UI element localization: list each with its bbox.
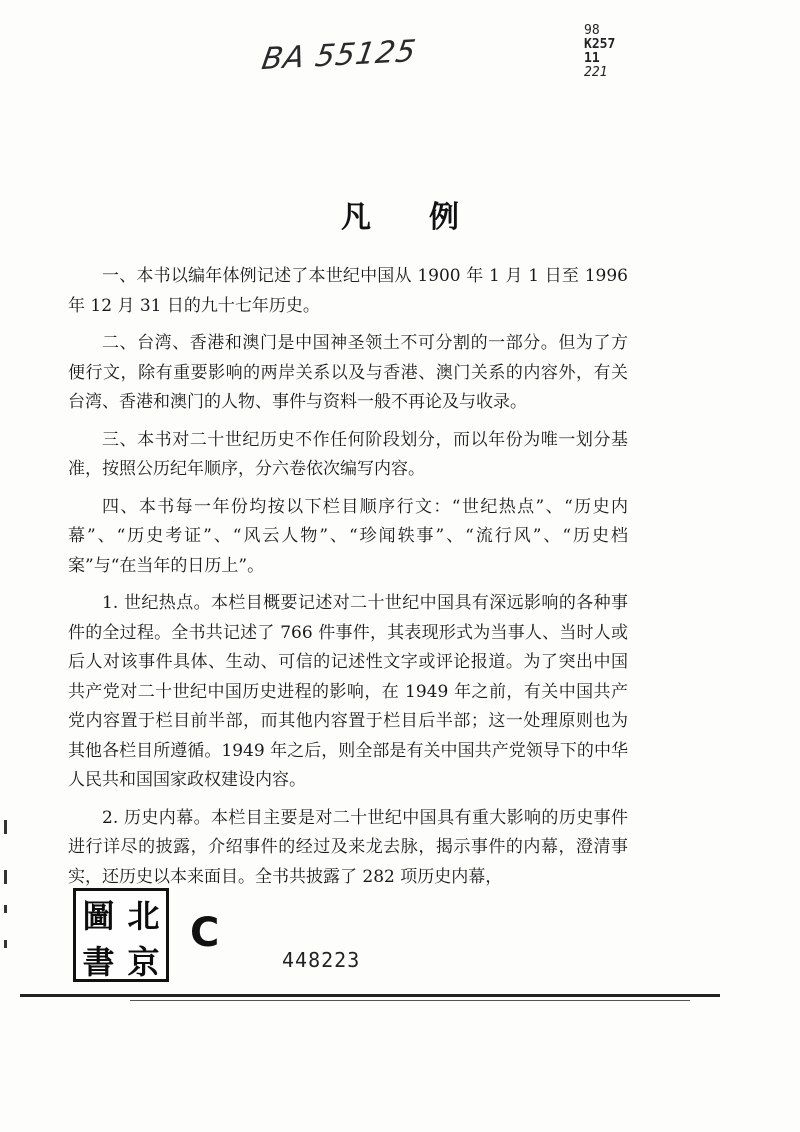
margin-mark (4, 905, 7, 913)
call-number-line: K257 (584, 37, 616, 52)
paragraph: 四、本书每一年份均按以下栏目顺序行文：“世纪热点”、“历史内幕”、“历史考证”、“风云人物”、“珍闻轶事”、“流行风”、“历史档案”与“在当年的日历上”。 (68, 496, 628, 576)
seal-char: 北 (127, 897, 160, 935)
call-number-line: 98 (584, 23, 600, 38)
margin-mark (4, 820, 7, 834)
body-text (68, 262, 628, 900)
margin-mark (4, 940, 7, 948)
paragraph: 三、本书对二十世纪历史不作任何阶段划分，而以年份为唯一划分基准，按照公历纪年顺序，分六卷依次编写内容。 (68, 429, 628, 479)
seal-char: 京 (127, 943, 160, 981)
handwritten-catalog-id: BA 55125 (259, 33, 419, 78)
paragraph: 2. 历史内幕。本栏目主要是对二十世纪中国具有重大影响的历史事件进行详尽的披露，介绍事件的经过及来龙去脉，揭示事件的内幕，澄清事实，还历史以本来面目。全书共披露了 282 项历史内幕， (68, 807, 628, 887)
stamp-letter: C (190, 910, 220, 956)
paragraph: 二、台湾、香港和澳门是中国神圣领土不可分割的一部分。但为了方便行文，除有重要影响的两岸关系以及与香港、澳门关系的内容外，有关台湾、香港和澳门的人物、事件与资料一般不再论及与收录。 (68, 333, 628, 412)
call-number-line: 221 (584, 65, 608, 80)
call-number (584, 24, 615, 80)
bottom-rule-secondary (130, 1000, 690, 1001)
bottom-rule (20, 994, 720, 997)
paragraph: 1. 世纪热点。本栏目概要记述对二十世纪中国具有深远影响的各种事件的全过程。全书共记述了 766 件事件，其表现形式为当事人、当时人或后人对该事件具体、生动、可信的记述性文字或评论报道。为了突出中国共产党对二十世纪中国历史进程的影响，在 1949 年之前，有关中国共产党内容置于栏目前半部，而其他内容置于栏目后半部；这一处理原则也为其他各栏目所遵循。1949 年之后，则全部是有关中国共产党领导下的中华人民共和国国家政权建设内容。 (68, 593, 628, 790)
seal-char: 圖 (82, 897, 115, 935)
page-title: 凡例 (341, 200, 517, 235)
margin-mark (4, 870, 7, 884)
paragraph: 一、本书以编年体例记述了本世纪中国从 1900 年 1 月 1 日至 1996 年 12 月 31 日的九十七年历史。 (68, 266, 628, 316)
seal-char: 書 (82, 943, 115, 981)
library-seal (73, 888, 169, 982)
accession-number: 448223 (282, 948, 361, 972)
call-number-line: 11 (584, 51, 600, 66)
